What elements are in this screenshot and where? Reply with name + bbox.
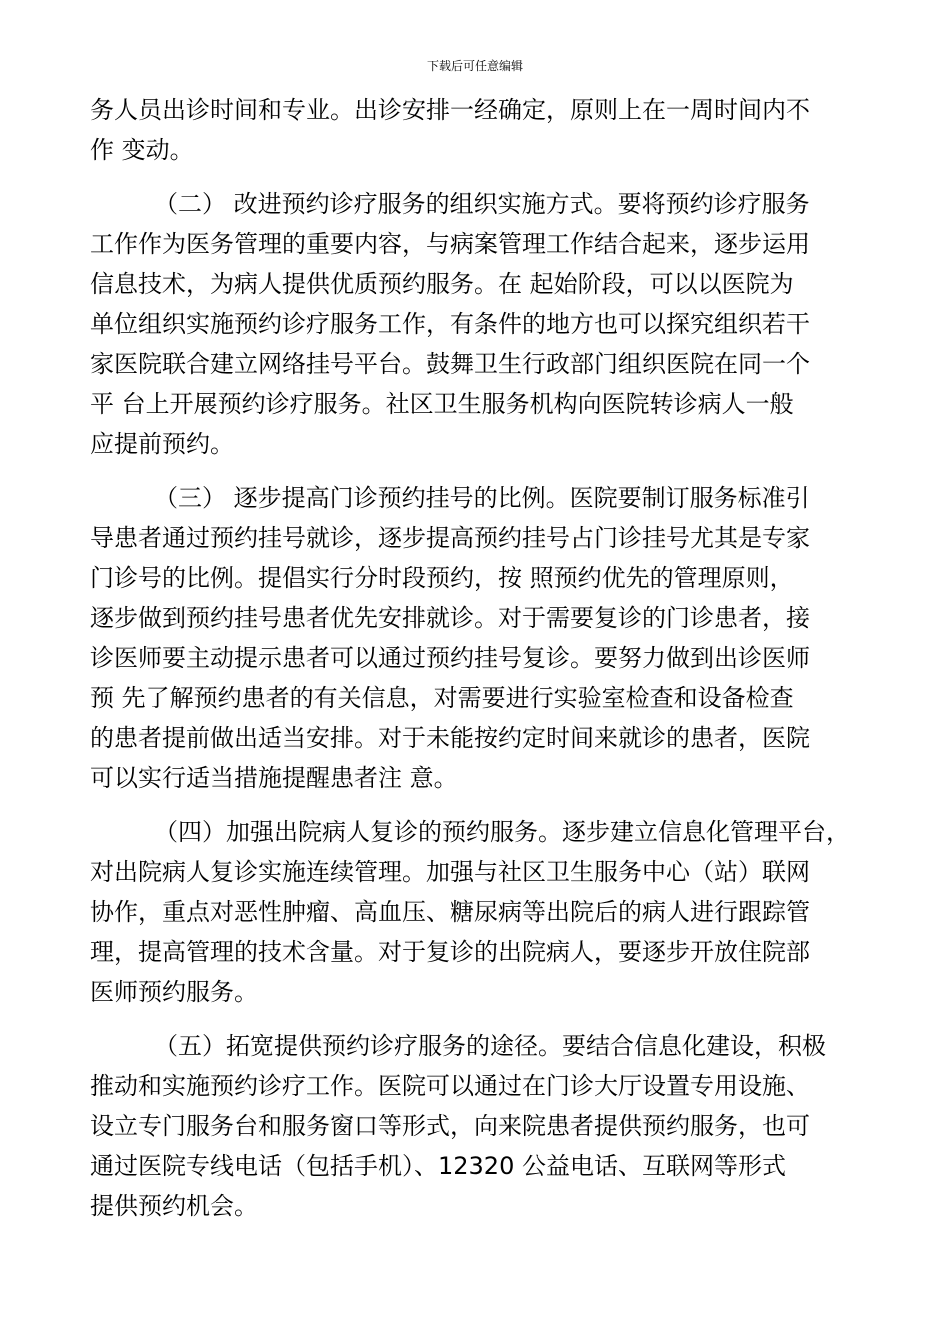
paragraph-line: 提供预约机会。 xyxy=(90,1192,258,1220)
paragraph-line: 通过医院专线电话（包括手机）、12320 公益电话、互联网等形式 xyxy=(90,1152,786,1180)
paragraph-line: 工作作为医务管理的重要内容，与病案管理工作结合起来，逐步运用 xyxy=(90,230,810,258)
paragraph-line: 协作，重点对恶性肿瘤、高血压、糖尿病等出院后的病人进行跟踪管 xyxy=(90,898,810,926)
paragraph-line: 逐步做到预约挂号患者优先安排就诊。对于需要复诊的门诊患者，接 xyxy=(90,604,810,632)
paragraph-line: 可以实行适当措施提醒患者注 意。 xyxy=(90,764,458,792)
paragraph-line: 作 变动。 xyxy=(90,136,194,164)
paragraph-1 xyxy=(90,90,862,170)
paragraph-line: （四）加强出院病人复诊的预约服务。逐步建立信息化管理平台， xyxy=(154,818,850,846)
paragraph-line: 导患者通过预约挂号就诊，逐步提高预约挂号占门诊挂号尤其是专家 xyxy=(90,524,810,552)
paragraph-5 xyxy=(90,1026,862,1226)
paragraph-line: 诊医师要主动提示患者可以通过预约挂号复诊。要努力做到出诊医师 xyxy=(90,644,810,672)
paragraph-line: 平 台上开展预约诊疗服务。社区卫生服务机构向医院转诊病人一般 xyxy=(90,390,794,418)
paragraph-line: 门诊号的比例。提倡实行分时段预约，按 照预约优先的管理原则， xyxy=(90,564,794,592)
paragraph-line: 务人员出诊时间和专业。出诊安排一经确定，原则上在一周时间内不 xyxy=(90,96,810,124)
paragraph-line: 应提前预约。 xyxy=(90,430,234,458)
paragraph-line: （三） 逐步提高门诊预约挂号的比例。医院要制订服务标准引 xyxy=(154,484,810,512)
paragraph-line: 推动和实施预约诊疗工作。医院可以通过在门诊大厅设置专用设施、 xyxy=(90,1072,810,1100)
paragraph-line: 单位组织实施预约诊疗服务工作，有条件的地方也可以探究组织若干 xyxy=(90,310,810,338)
paragraph-4 xyxy=(90,812,862,1012)
paragraph-2 xyxy=(90,184,862,464)
document-body xyxy=(90,90,862,1226)
paragraph-line: 理，提高管理的技术含量。对于复诊的出院病人，要逐步开放住院部 xyxy=(90,938,810,966)
paragraph-line: 设立专门服务台和服务窗口等形式，向来院患者提供预约服务，也可 xyxy=(90,1112,810,1140)
paragraph-line: （二） 改进预约诊疗服务的组织实施方式。要将预约诊疗服务 xyxy=(154,190,810,218)
download-note: 下载后可任意编辑 xyxy=(426,59,523,73)
paragraph-line: （五）拓宽提供预约诊疗服务的途径。要结合信息化建设，积极 xyxy=(154,1032,826,1060)
paragraph-line: 家医院联合建立网络挂号平台。鼓舞卫生行政部门组织医院在同一个 xyxy=(90,350,810,378)
paragraph-line: 的患者提前做出适当安排。对于未能按约定时间来就诊的患者，医院 xyxy=(90,724,810,752)
paragraph-line: 预 先了解预约患者的有关信息，对需要进行实验室检查和设备检查 xyxy=(90,684,794,712)
paragraph-line: 对出院病人复诊实施连续管理。加强与社区卫生服务中心（站）联网 xyxy=(90,858,810,886)
paragraph-line: 医师预约服务。 xyxy=(90,978,258,1006)
paragraph-3 xyxy=(90,478,862,798)
paragraph-line: 信息技术，为病人提供优质预约服务。在 起始阶段，可以以医院为 xyxy=(90,270,794,298)
